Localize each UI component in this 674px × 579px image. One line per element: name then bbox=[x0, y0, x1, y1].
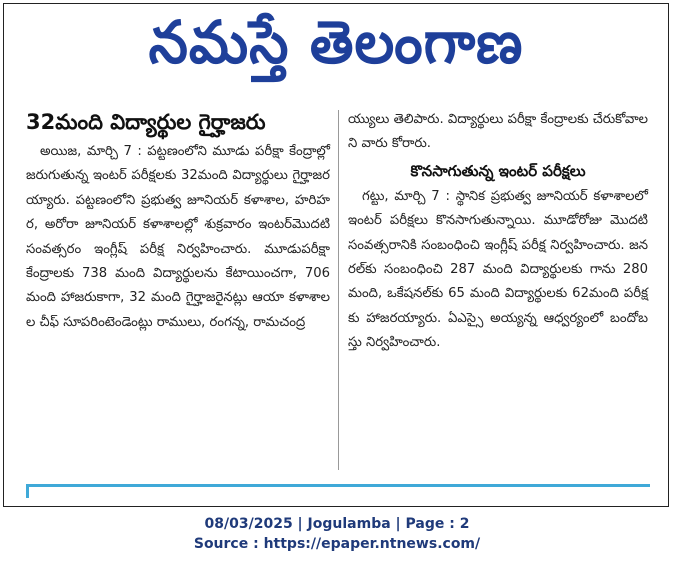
masthead-title: నమస్తే తెలంగాణ bbox=[148, 8, 524, 77]
footer-source-link[interactable]: Source : https://epaper.ntnews.com/ bbox=[193, 536, 481, 552]
article1-headline: 32మంది విద్యార్థుల గైర్హాజరు bbox=[26, 110, 266, 134]
footer-date-edition: 08/03/2025 | Jogulamba | Page : 2 bbox=[204, 516, 470, 532]
article1-continuation: య్యులు తెలిపారు. విద్యార్థులు పరీక్షా కేంద్రాలకు చేరుకోవాలని వారు కోరారు. bbox=[348, 112, 648, 152]
article1-body: అయిజ, మార్చి 7 : పట్టణంలోని మూడు పరీక్షా కేంద్రాల్లో జరుగుతున్న ఇంటర్ పరీక్షలకు 32మంది విద్యార్థులు గైర్హాజరయ్యారు. పట్టణంలోని ప్రభుత్వ జూనియర్ కళాశాల, హరిహర, అరోరా జూనియర్ కళాశాలల్లో శుక్రవారం ఇంటర్‌మొదటి సంవత్సరం ఇంగ్లీష్ పరీక్ష నిర్వహించారు. మూడుపరీక్షా కేంద్రాలకు 738 మంది విద్యార్థులను కేటాయించగా, 706 మంది హాజరుకాగా, 32 మంది గైర్హాజరైనట్లు ఆయా కళాశాలల చీఫ్ సూపరింటెండెంట్లు రాములు, రంగన్న, రామచంద్ర bbox=[26, 144, 330, 330]
article2-body: గట్టు, మార్చి 7 : స్థానిక ప్రభుత్వ జూనియర్ కళాశాలలో ఇంటర్ పరీక్షలు కొనసాగుతున్నాయి. మూడోరోజు మొదటి సంవత్సరానికి సంబంధించి ఇంగ్లీష్ పరీక్ష నిర్వహించారు. జనరల్‌కు సంబంధించి 287 మంది విద్యార్థులకు గాను 280మంది, ఒకేషనల్‌కు 65 మంది విద్యార్థులకు 62మంది పరీక్షకు హాజరయ్యారు. ఏఎస్సై అయ్యన్న ఆధ్వర్యంలో బందోబస్తు నిర్వహించారు. bbox=[348, 188, 648, 351]
article-left-column bbox=[26, 108, 330, 335]
column-divider bbox=[338, 110, 339, 470]
masthead bbox=[4, 4, 668, 96]
article2-headline: కొనసాగుతున్న ఇంటర్ పరీక్షలు bbox=[410, 161, 586, 180]
page-footer bbox=[0, 514, 674, 554]
article-right-column bbox=[348, 108, 648, 356]
next-article-border bbox=[26, 484, 650, 498]
